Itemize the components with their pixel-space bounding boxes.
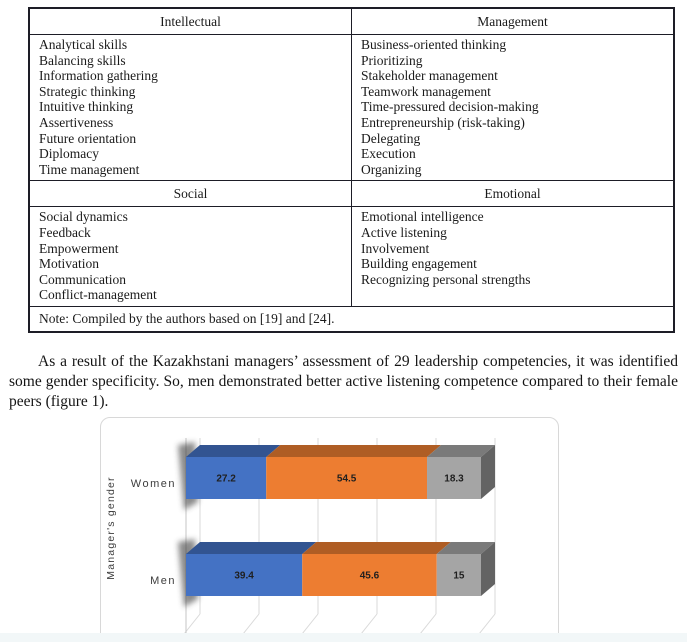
stacked-bar-chart [101, 418, 558, 635]
competency-item: Prioritizing [361, 52, 423, 68]
floor-gridline [302, 614, 318, 634]
competency-item: Involvement [361, 240, 430, 256]
competency-item: Conflict-management [39, 287, 157, 303]
competency-item: Time management [39, 161, 140, 177]
table-note: Note: Compiled by the authors based on [19] and [24]. [29, 306, 674, 332]
competency-item: Analytical skills [39, 37, 128, 52]
competency-item: Balancing skills [39, 52, 126, 68]
competency-item: Diplomacy [39, 146, 99, 162]
body-paragraph: As a result of the Kazakhstani managers’ assessment of 29 leadership competencies, it was identified some gender specificity. So, men demonstrated better active listening competence compared to their female peers (figure 1). [9, 352, 678, 410]
competency-item: Empowerment [39, 240, 119, 256]
table-header-row-1 [29, 8, 674, 35]
competency-item: Strategic thinking [39, 83, 136, 99]
emotional-competencies-list [352, 207, 675, 307]
data-label: 54.5 [336, 473, 357, 485]
y-axis-title: Manager's gender [105, 476, 117, 580]
social-competencies-list [29, 207, 352, 307]
floor-gridline [361, 614, 377, 634]
competency-item: Organizing [361, 161, 422, 177]
table-body-row-2 [29, 207, 674, 307]
competency-item: Information gathering [39, 68, 158, 84]
competency-item: Entrepreneurship (risk-taking) [361, 114, 525, 130]
figure-1-chart [100, 417, 559, 635]
competency-item: Time-pressured decision-making [361, 99, 539, 115]
data-label: 18.3 [444, 473, 464, 485]
competency-item: Building engagement [361, 256, 477, 272]
bar-segment-top [186, 542, 316, 554]
competency-item: Delegating [361, 130, 421, 146]
competency-item: Motivation [39, 256, 99, 272]
competency-item: Assertiveness [39, 114, 114, 130]
data-label: 39.4 [234, 570, 254, 582]
page-bottom-edge [0, 633, 687, 642]
data-label: 45.6 [359, 570, 380, 582]
competency-item: Teamwork management [361, 83, 491, 99]
table-header-emotional: Emotional [352, 181, 675, 207]
bar-segment-top [186, 445, 280, 457]
table-header-intellectual: Intellectual [29, 8, 352, 35]
data-label: 27.2 [216, 473, 236, 485]
management-competencies-list [352, 35, 675, 181]
competencies-table [28, 7, 675, 333]
competency-item: Stakeholder management [361, 68, 498, 84]
data-label: 15 [453, 570, 465, 582]
category-label: Women [130, 478, 176, 490]
competency-item: Intuitive thinking [39, 99, 134, 115]
competency-item: Active listening [361, 224, 447, 240]
competency-item: Future orientation [39, 130, 137, 146]
category-label: Men [150, 575, 176, 587]
competency-item: Feedback [39, 224, 91, 240]
competency-item: Business-oriented thinking [361, 37, 507, 52]
table-note-row [29, 306, 674, 332]
competency-item: Recognizing personal strengths [361, 271, 531, 287]
competency-item: Execution [361, 146, 416, 162]
floor-gridline [479, 614, 495, 634]
floor-gridline [420, 614, 436, 634]
table-header-management: Management [352, 8, 675, 35]
table-header-social: Social [29, 181, 352, 207]
intellectual-competencies-list [29, 35, 352, 181]
table-body-row-1 [29, 35, 674, 181]
competency-item: Social dynamics [39, 209, 128, 225]
competency-item: Communication [39, 271, 126, 287]
floor-gridline [243, 614, 259, 634]
bar-segment-top [302, 542, 451, 554]
competency-item: Emotional intelligence [361, 209, 484, 225]
table-header-row-2 [29, 181, 674, 207]
bar-segment-top [266, 445, 441, 457]
